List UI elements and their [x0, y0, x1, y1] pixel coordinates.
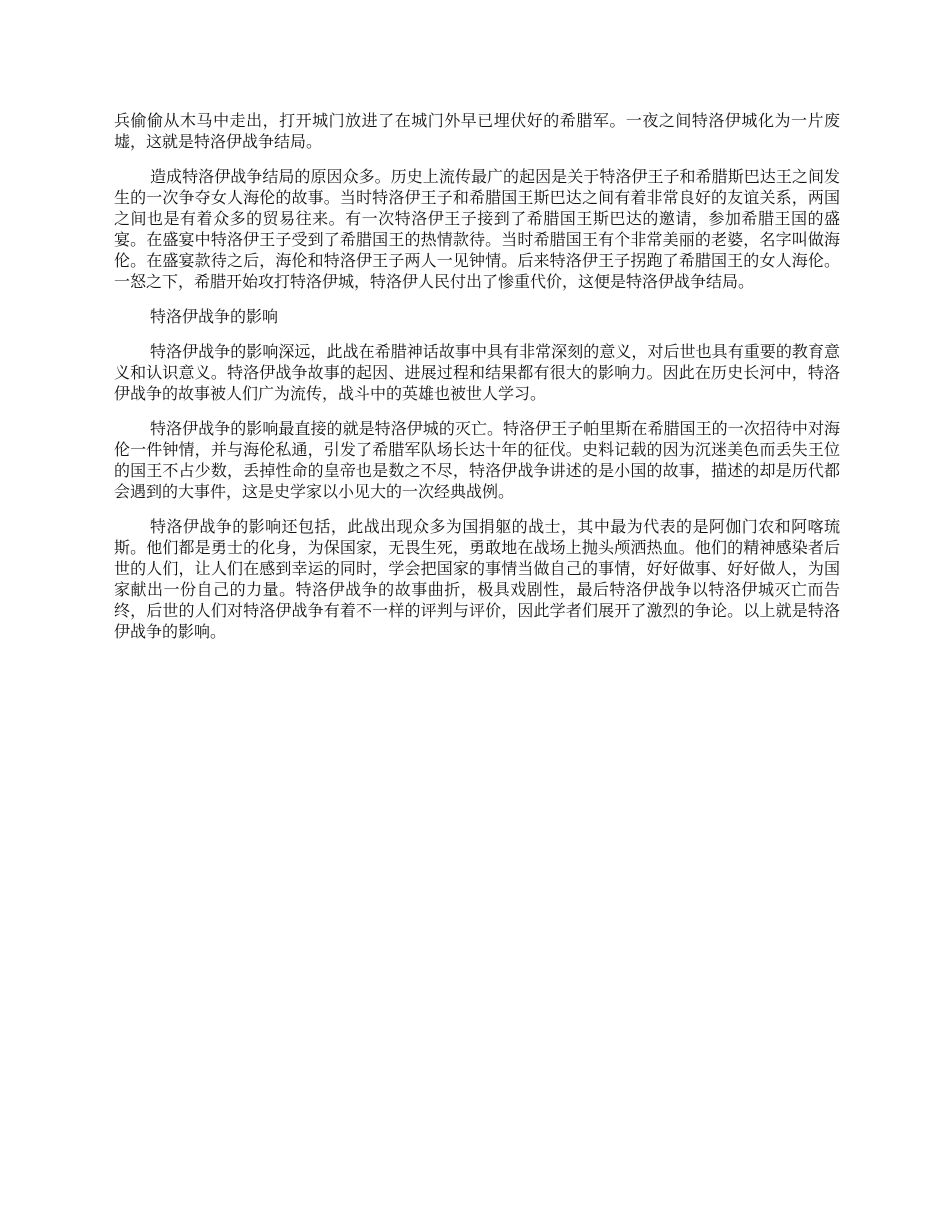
paragraph-war-causes: 造成特洛伊战争结局的原因众多。历史上流传最广的起因是关于特洛伊王子和希腊斯巴达王之间发生的一次争夺女人海伦的故事。当时特洛伊王子和希腊国王斯巴达之间有着非常良好的友谊关系，两国之间也是有着众多的贸易往来。有一次特洛伊王子接到了希腊国王斯巴达的邀请，参加希腊王国的盛宴。在盛宴中特洛伊王子受到了希腊国王的热情款待。当时希腊国王有个非常美丽的老婆，名字叫做海伦。在盛宴款待之后，海伦和特洛伊王子两人一见钟情。后来特洛伊王子拐跑了希腊国王的女人海伦。一怒之下，希腊开始攻打特洛伊城，特洛伊人民付出了惨重代价，这便是特洛伊战争结局。 — [114, 167, 840, 291]
document-page — [114, 110, 840, 656]
paragraph-fall-of-troy: 特洛伊战争的影响最直接的就是特洛伊城的灭亡。特洛伊王子帕里斯在希腊国王的一次招待中对海伦一件钟情，并与海伦私通，引发了希腊军队场长达十年的征伐。史料记载的因为沉迷美色而丢失王位的国王不占少数，丢掉性命的皇帝也是数之不尽，特洛伊战争讲述的是小国的故事，描述的却是历代都会遇到的大事件，这是史学家以小见大的一次经典战例。 — [114, 419, 840, 501]
paragraph-continued-horse-ending: 兵偷偷从木马中走出，打开城门放进了在城门外早已埋伏好的希腊军。一夜之间特洛伊城化为一片废墟，这就是特洛伊战争结局。 — [114, 111, 840, 151]
section-heading-war-influence: 特洛伊战争的影响 — [150, 307, 279, 326]
paragraph-heroes-legacy: 特洛伊战争的影响还包括，此战出现众多为国捐躯的战士，其中最为代表的是阿伽门农和阿喀琉斯。他们都是勇士的化身，为保国家，无畏生死，勇敢地在战场上抛头颅洒热血。他们的精神感染者后世的人们，让人们在感到幸运的同时，学会把国家的事情当做自己的事情，好好做事、好好做人，为国家献出一份自己的力量。特洛伊战争的故事曲折，极具戏剧性，最后特洛伊战争以特洛伊城灭亡而告终，后世的人们对特洛伊战争有着不一样的评判与评价，因此学者们展开了激烈的争论。以上就是特洛伊战争的影响。 — [114, 517, 840, 641]
paragraph-influence-overview: 特洛伊战争的影响深远，此战在希腊神话故事中具有非常深刻的意义，对后世也具有重要的教育意义和认识意义。特洛伊战争故事的起因、进展过程和结果都有很大的影响力。因此在历史长河中，特洛伊战争的故事被人们广为流传，战斗中的英雄也被世人学习。 — [114, 342, 840, 403]
